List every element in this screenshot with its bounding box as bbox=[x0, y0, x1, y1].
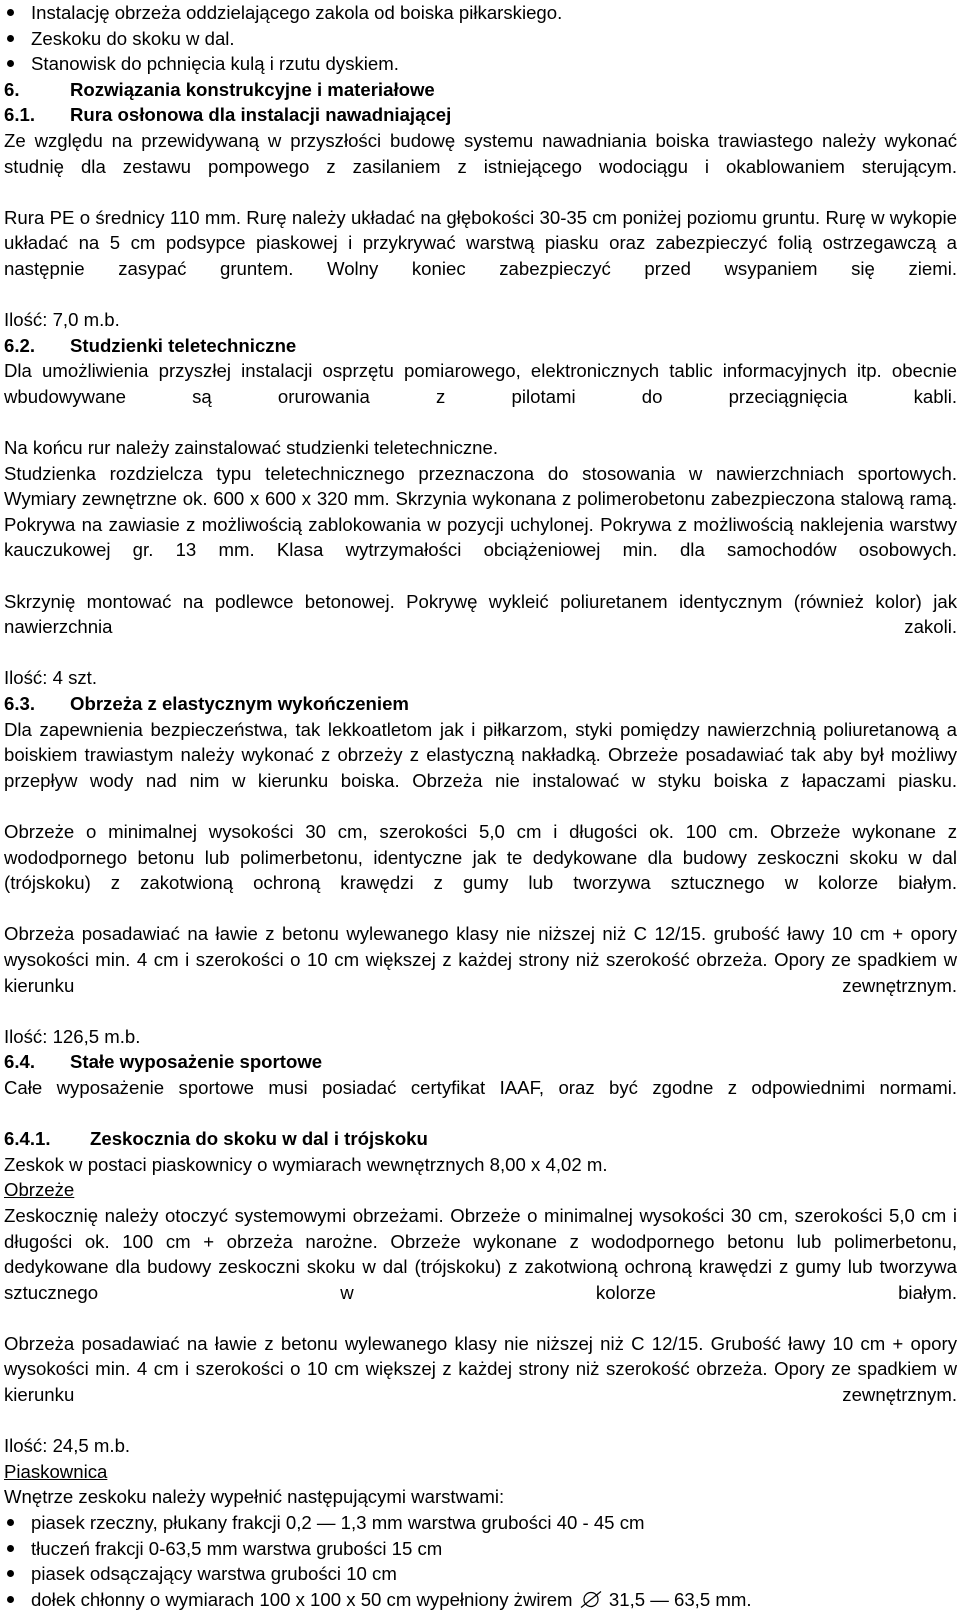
section-title: Obrzeża z elastycznym wykończeniem bbox=[70, 693, 409, 715]
section-title: Rozwiązania konstrukcyjne i materiałowe bbox=[70, 78, 435, 100]
section-title: Studzienki teletechniczne bbox=[70, 334, 297, 356]
section-number: 6.4. bbox=[4, 1051, 36, 1073]
paragraph: Obrzeża posadawiać na ławie z betonu wylewanego klasy nie niższej niż C 12/15. Grubość ławy 10 cm + opory wysokości min. 4 cm i szerokości o 10 cm większej z każdej strony niż szerokość obrzeża. Opory ze spadkiem w kierunku zewnętrznym. bbox=[4, 1332, 957, 1406]
paragraph: Zeskok w postaci piaskownicy o wymiarach wewnętrznych 8,00 x 4,02 m. bbox=[4, 1153, 608, 1175]
paragraph: Całe wyposażenie sportowe musi posiadać certyfikat IAAF, oraz być zgodne z odpowiednimi normami. bbox=[4, 1076, 957, 1098]
section-title: Zeskocznia do skoku w dal i trójskoku bbox=[90, 1128, 428, 1150]
section-title: Rura osłonowa dla instalacji nawadniającej bbox=[70, 104, 452, 126]
top-bullet-list bbox=[4, 0, 957, 77]
diameter-icon bbox=[580, 1591, 602, 1608]
section-6-1-heading bbox=[4, 102, 957, 128]
subheading-obrzeze: Obrzeże bbox=[4, 1179, 75, 1201]
quantity-line: Ilość: 4 szt. bbox=[4, 667, 97, 689]
list-item: piasek rzeczny, płukany frakcji 0,2 — 1,3 mm warstwa grubości 40 - 45 cm bbox=[4, 1510, 957, 1536]
quantity-line: Ilość: 7,0 m.b. bbox=[4, 309, 120, 331]
paragraph: Obrzeża posadawiać na ławie z betonu wylewanego klasy nie niższej niż C 12/15. grubość ławy 10 cm + opory wysokości min. 4 cm i szerokości o 10 cm większej z każdej strony niż szerokość obrzeża. Opory ze spadkiem w kierunku zewnętrznym. bbox=[4, 923, 957, 996]
paragraph: Rura PE o średnicy 110 mm. Rurę należy układać na głębokości 30-35 cm poniżej poziomu gruntu. Rurę w wykopie układać na 5 cm podsypce piaskowej i przykrywać warstwą piasku oraz zabezpieczyć folią ostrzegawczą a następnie zasypać gruntem. Wolny koniec zabezpieczyć przed wsypaniem się ziemi. bbox=[4, 206, 957, 279]
paragraph: Na końcu rur należy zainstalować studzienki teletechniczne. bbox=[4, 437, 499, 459]
section-number: 6.1. bbox=[4, 104, 36, 126]
layer-bullet-list bbox=[4, 1510, 957, 1612]
section-6-heading bbox=[4, 77, 957, 103]
list-item-text: dołek chłonny o wymiarach 100 x 100 x 50 cm wypełniony żwirem bbox=[31, 1588, 573, 1610]
paragraph: Zeskocznię należy otoczyć systemowymi obrzeżami. Obrzeże o minimalnej wysokości 30 cm, szerokości 5,0 cm i długości ok. 100 cm + obrzeża narożne. Obrzeże wykonane z wododpornego betonu lub polimerbetonu, dedykowane dla budowy zeskoczni skoku w dal (trójskoku) z zakotwioną ochroną krawędzi z gumy lub tworzywa sztucznego w kolorze białym. bbox=[4, 1204, 957, 1303]
list-item: tłuczeń frakcji 0-63,5 mm warstwa grubości 15 cm bbox=[4, 1536, 957, 1562]
list-item: Zeskoku do skoku w dal. bbox=[4, 26, 957, 52]
list-item-text: 31,5 — 63,5 mm. bbox=[608, 1588, 752, 1610]
section-6-2-heading bbox=[4, 333, 957, 359]
paragraph: Obrzeże o minimalnej wysokości 30 cm, szerokości 5,0 cm i długości ok. 100 cm. Obrzeże wykonane z wododpornego betonu lub polimerbetonu, identyczne jak te dedykowane dla budowy zeskoczni skoku w dal (trójskoku) z zakotwioną ochroną krawędzi z gumy lub tworzywa sztucznego w kolorze białym. bbox=[4, 821, 957, 894]
quantity-line: Ilość: 126,5 m.b. bbox=[4, 1025, 141, 1047]
section-number: 6.2. bbox=[4, 334, 36, 356]
section-number: 6. bbox=[4, 78, 20, 100]
paragraph: Skrzynię montować na podlewce betonowej. Pokrywę wykleić poliuretanem identycznym (również kolor) jak nawierzchnia zakoli. bbox=[4, 590, 957, 638]
list-item bbox=[4, 1587, 957, 1612]
section-6-4-1-heading bbox=[4, 1126, 957, 1152]
section-6-3-heading bbox=[4, 691, 957, 717]
list-item: Stanowisk do pchnięcia kulą i rzutu dyskiem. bbox=[4, 51, 957, 77]
subheading-piaskownica: Piaskownica bbox=[4, 1460, 108, 1482]
paragraph: Ze względu na przewidywaną w przyszłości budowę systemu nawadniania boiska trawiastego należy wykonać studnię dla zestawu pompowego z zasilaniem z istniejącego wodociągu i okablowaniem sterującym. bbox=[4, 129, 957, 177]
quantity-line: Ilość: 24,5 m.b. bbox=[4, 1435, 131, 1457]
section-title: Stałe wyposażenie sportowe bbox=[70, 1051, 323, 1073]
list-item: Instalację obrzeża oddzielającego zakola od boiska piłkarskiego. bbox=[4, 0, 957, 26]
section-number: 6.4.1. bbox=[4, 1128, 51, 1150]
paragraph: Wnętrze zeskoku należy wypełnić następującymi warstwami: bbox=[4, 1486, 505, 1508]
paragraph: Dla umożliwienia przyszłej instalacji osprzętu pomiarowego, elektronicznych tablic informacyjnych itp. obecnie wbudowywane są orurowania z pilotami do przeciągnięcia kabli. bbox=[4, 360, 957, 407]
paragraph: Studzienka rozdzielcza typu teletechnicznego przeznaczona do stosowania w nawierzchniach sportowych. Wymiary zewnętrzne ok. 600 x 600 x 320 mm. Skrzynia wykonana z polimerobetonu zabezpieczona stalową ramą. Pokrywa na zawiasie z możliwością zablokowania w pozycji uchylonej. Pokrywa z możliwością naklejenia warstwy kauczukowej gr. 13 mm. Klasa wytrzymałości obciążeniowej min. dla samochodów osobowych. bbox=[4, 462, 957, 561]
section-6-4-heading bbox=[4, 1049, 957, 1075]
section-number: 6.3. bbox=[4, 693, 36, 715]
list-item: piasek odsączający warstwa grubości 10 cm bbox=[4, 1561, 957, 1587]
paragraph: Dla zapewnienia bezpieczeństwa, tak lekkoatletom jak i piłkarzom, styki pomiędzy nawierzchnią poliuretanową a boiskiem trawiastym należy wykonać z obrzeży z elastyczną nakładką. Obrzeże posadawiać tak aby był możliwy przepływ wody nad nim w kierunku boiska. Obrzeża nie instalować w styku boiska z łapaczami piasku. bbox=[4, 718, 957, 791]
